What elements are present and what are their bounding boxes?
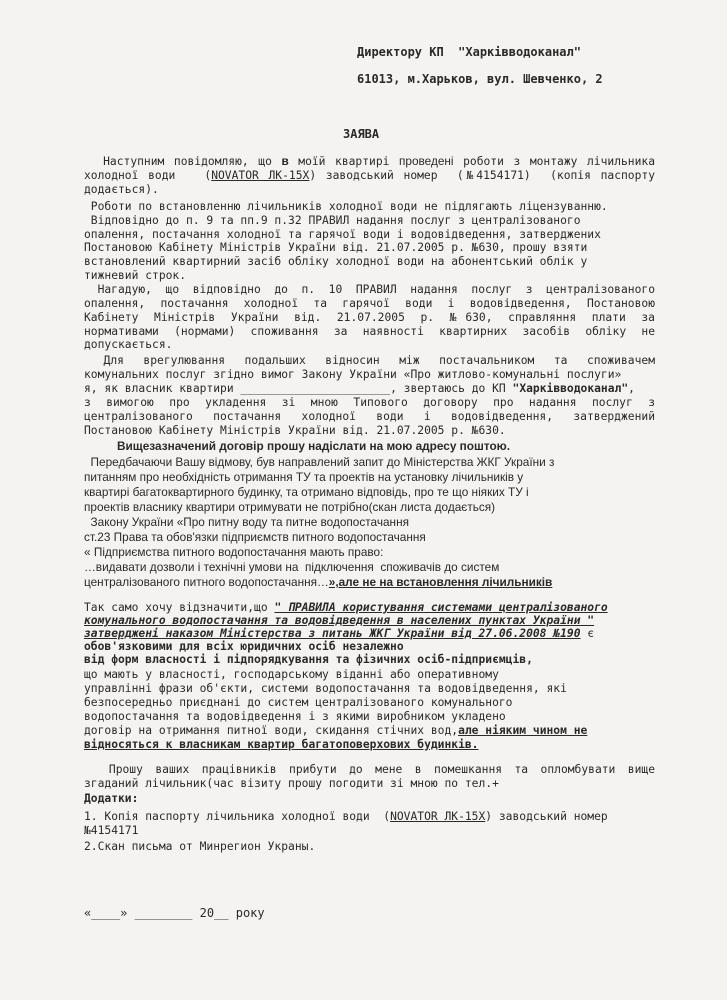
- p6-line6: ст.23 Права та обов'язки підприємств питного водопостачання: [84, 530, 426, 544]
- p5-line: Вищезазначений договір прошу надіслати на мою адресу поштою.: [117, 439, 511, 453]
- p4-line5: централізованого постачання холодної води і водовідведення, затверджений: [84, 410, 655, 423]
- p7-line2: комунального водопостачання та водовідведення в населених пунктах України ": [84, 614, 595, 627]
- p2-line6: тижневий строк.: [84, 269, 187, 282]
- p3-line4: нормативами (нормами) споживання за наявності квартирних засобів обліку не: [84, 325, 655, 338]
- p1-line1: Наступним повідомляю, що в моїй квартирі проведені роботи з монтажу лічильника: [84, 154, 655, 168]
- p7-line3: затверджені наказом Міністерства з питань ЖКГ України від 27.06.2008 №190 є: [84, 627, 595, 640]
- p3-line5: допускається.: [84, 338, 173, 351]
- p4-line2: комунальних послуг згідно вимог Закону України «Про житлово-комунальні послуги»: [84, 368, 622, 381]
- addressee: Директору КП "Харківводоканал": [357, 45, 581, 59]
- p6-line2: питанням про необхідність отримання ТУ та проектів на установку лічильників у: [84, 470, 524, 484]
- p7-line11: відносяться к власникам квартир багатоповерхових будинків.: [84, 738, 479, 751]
- p4-line6: Постановою Кабінету Міністрів України від. 21.07.2005 р. №630.: [84, 424, 506, 437]
- p7-line10: договір на отримання питної води, скидання стічних вод,але ніяким чином не: [84, 724, 588, 737]
- p2-line5: встановлений квартирний засіб обліку холодної води на абонентський облік у: [84, 255, 588, 268]
- p7-line1: Так само хочу відзначити,що " ПРАВИЛА користування системами централізованого: [84, 601, 608, 614]
- appendix-item-1-number: №4154171: [84, 824, 139, 837]
- p1-line2: холодної води (NOVATOR ЛК-15Х) заводський номер (№4154171) (копія паспорту: [84, 169, 656, 182]
- p6-line3: квартирі багатоквартирного будинку, та отримано відповідь, про те що ніяких ТУ і: [84, 485, 529, 499]
- appendix-item-1: 1. Копія паспорту лічильника холодної води (NOVATOR ЛК-15Х) заводський номер: [84, 810, 608, 823]
- p7-line8: безпосередньо приєднані до систем централізованого комунального: [84, 696, 513, 709]
- p6-line4: проектів власнику квартири отримувати не потрібно(скан листа додається): [84, 500, 496, 514]
- p6-line9: централізованого питного водопостачання…»,але не на встановлення лічильників: [84, 575, 553, 589]
- p7-line4: обов'язковими для всіх юридичних осіб незалежно: [84, 640, 404, 653]
- p2-line1: Роботи по встановленню лічильників холодної води не підлягають ліцензуванню.: [84, 200, 608, 213]
- p8-line1: Прошу ваших працівників прибути до мене в помешкання та опломбувати вище: [84, 763, 655, 776]
- p6-line5: Закону України «Про питну воду та питне водопостачання: [84, 515, 409, 529]
- p2-line3: опалення, постачання холодної та гарячої води і водовідведення, затверджених: [84, 228, 601, 241]
- p3-line1: Нагадую, що відповідно до п. 10 ПРАВИЛ надання послуг з централізованого: [84, 283, 655, 296]
- p2-line4: Постановою Кабінету Міністрів України від. 21.07.2005 р. №630, прошу взяти: [84, 241, 588, 254]
- date-line: «____» ________ 20__ року: [84, 906, 265, 920]
- p7-line9: водопостачання та водовідведення і з якими виробником укладено: [84, 710, 506, 723]
- p4-line4: з вимогою про укладення зі мною Типового договору про надання послуг з: [84, 396, 655, 409]
- p3-line3: Кабінету Міністрів України від. 21.07.2005 р. №630, справляння плати за: [84, 311, 655, 324]
- p6-line7: « Підприємства питного водопостачання мають право:: [84, 545, 384, 559]
- p4-line3: я, як власник квартири ______________________, звертаюсь до КП "Харківводоканал",: [84, 382, 635, 395]
- appendix-item-2: 2.Скан письма от Минрегион Украны.: [84, 840, 316, 853]
- p7-line5: від форм власності і підпорядкування та фізичних осіб-підприємців,: [84, 653, 533, 666]
- p2-line2: Відповідно до п. 9 та пп.9 п.32 ПРАВИЛ надання послуг з централізованого: [84, 214, 581, 227]
- p1-line3: додається).: [84, 183, 159, 196]
- p7-line7: управлінні фрази об'єкти, системи водопостачання та водовідведення, які: [84, 682, 567, 695]
- p8-line2: згаданий лічильник(час візиту прошу погодити зі мною по тел.+: [84, 777, 499, 790]
- p6-line8: …видавати дозволи і технічні умови на підключення споживачів до систем: [84, 560, 500, 574]
- p4-line1: Для врегулювання подальших відносин між постачальником та споживачем: [84, 354, 655, 367]
- document-title: ЗАЯВА: [343, 127, 380, 141]
- p6-line1: Передбачаючи Вашу відмову, був направлений запит до Міністерства ЖКГ України з: [84, 455, 555, 469]
- appendix-title: Додатки:: [84, 792, 139, 805]
- addressee-address: 61013, м.Харьков, вул. Шевченко, 2: [357, 72, 603, 86]
- p7-line6: що мають у власності, господарському віданні або оперативному: [84, 668, 499, 681]
- p3-line2: опалення, постачання холодної та гарячої води і водовідведення, Постановою: [84, 297, 655, 310]
